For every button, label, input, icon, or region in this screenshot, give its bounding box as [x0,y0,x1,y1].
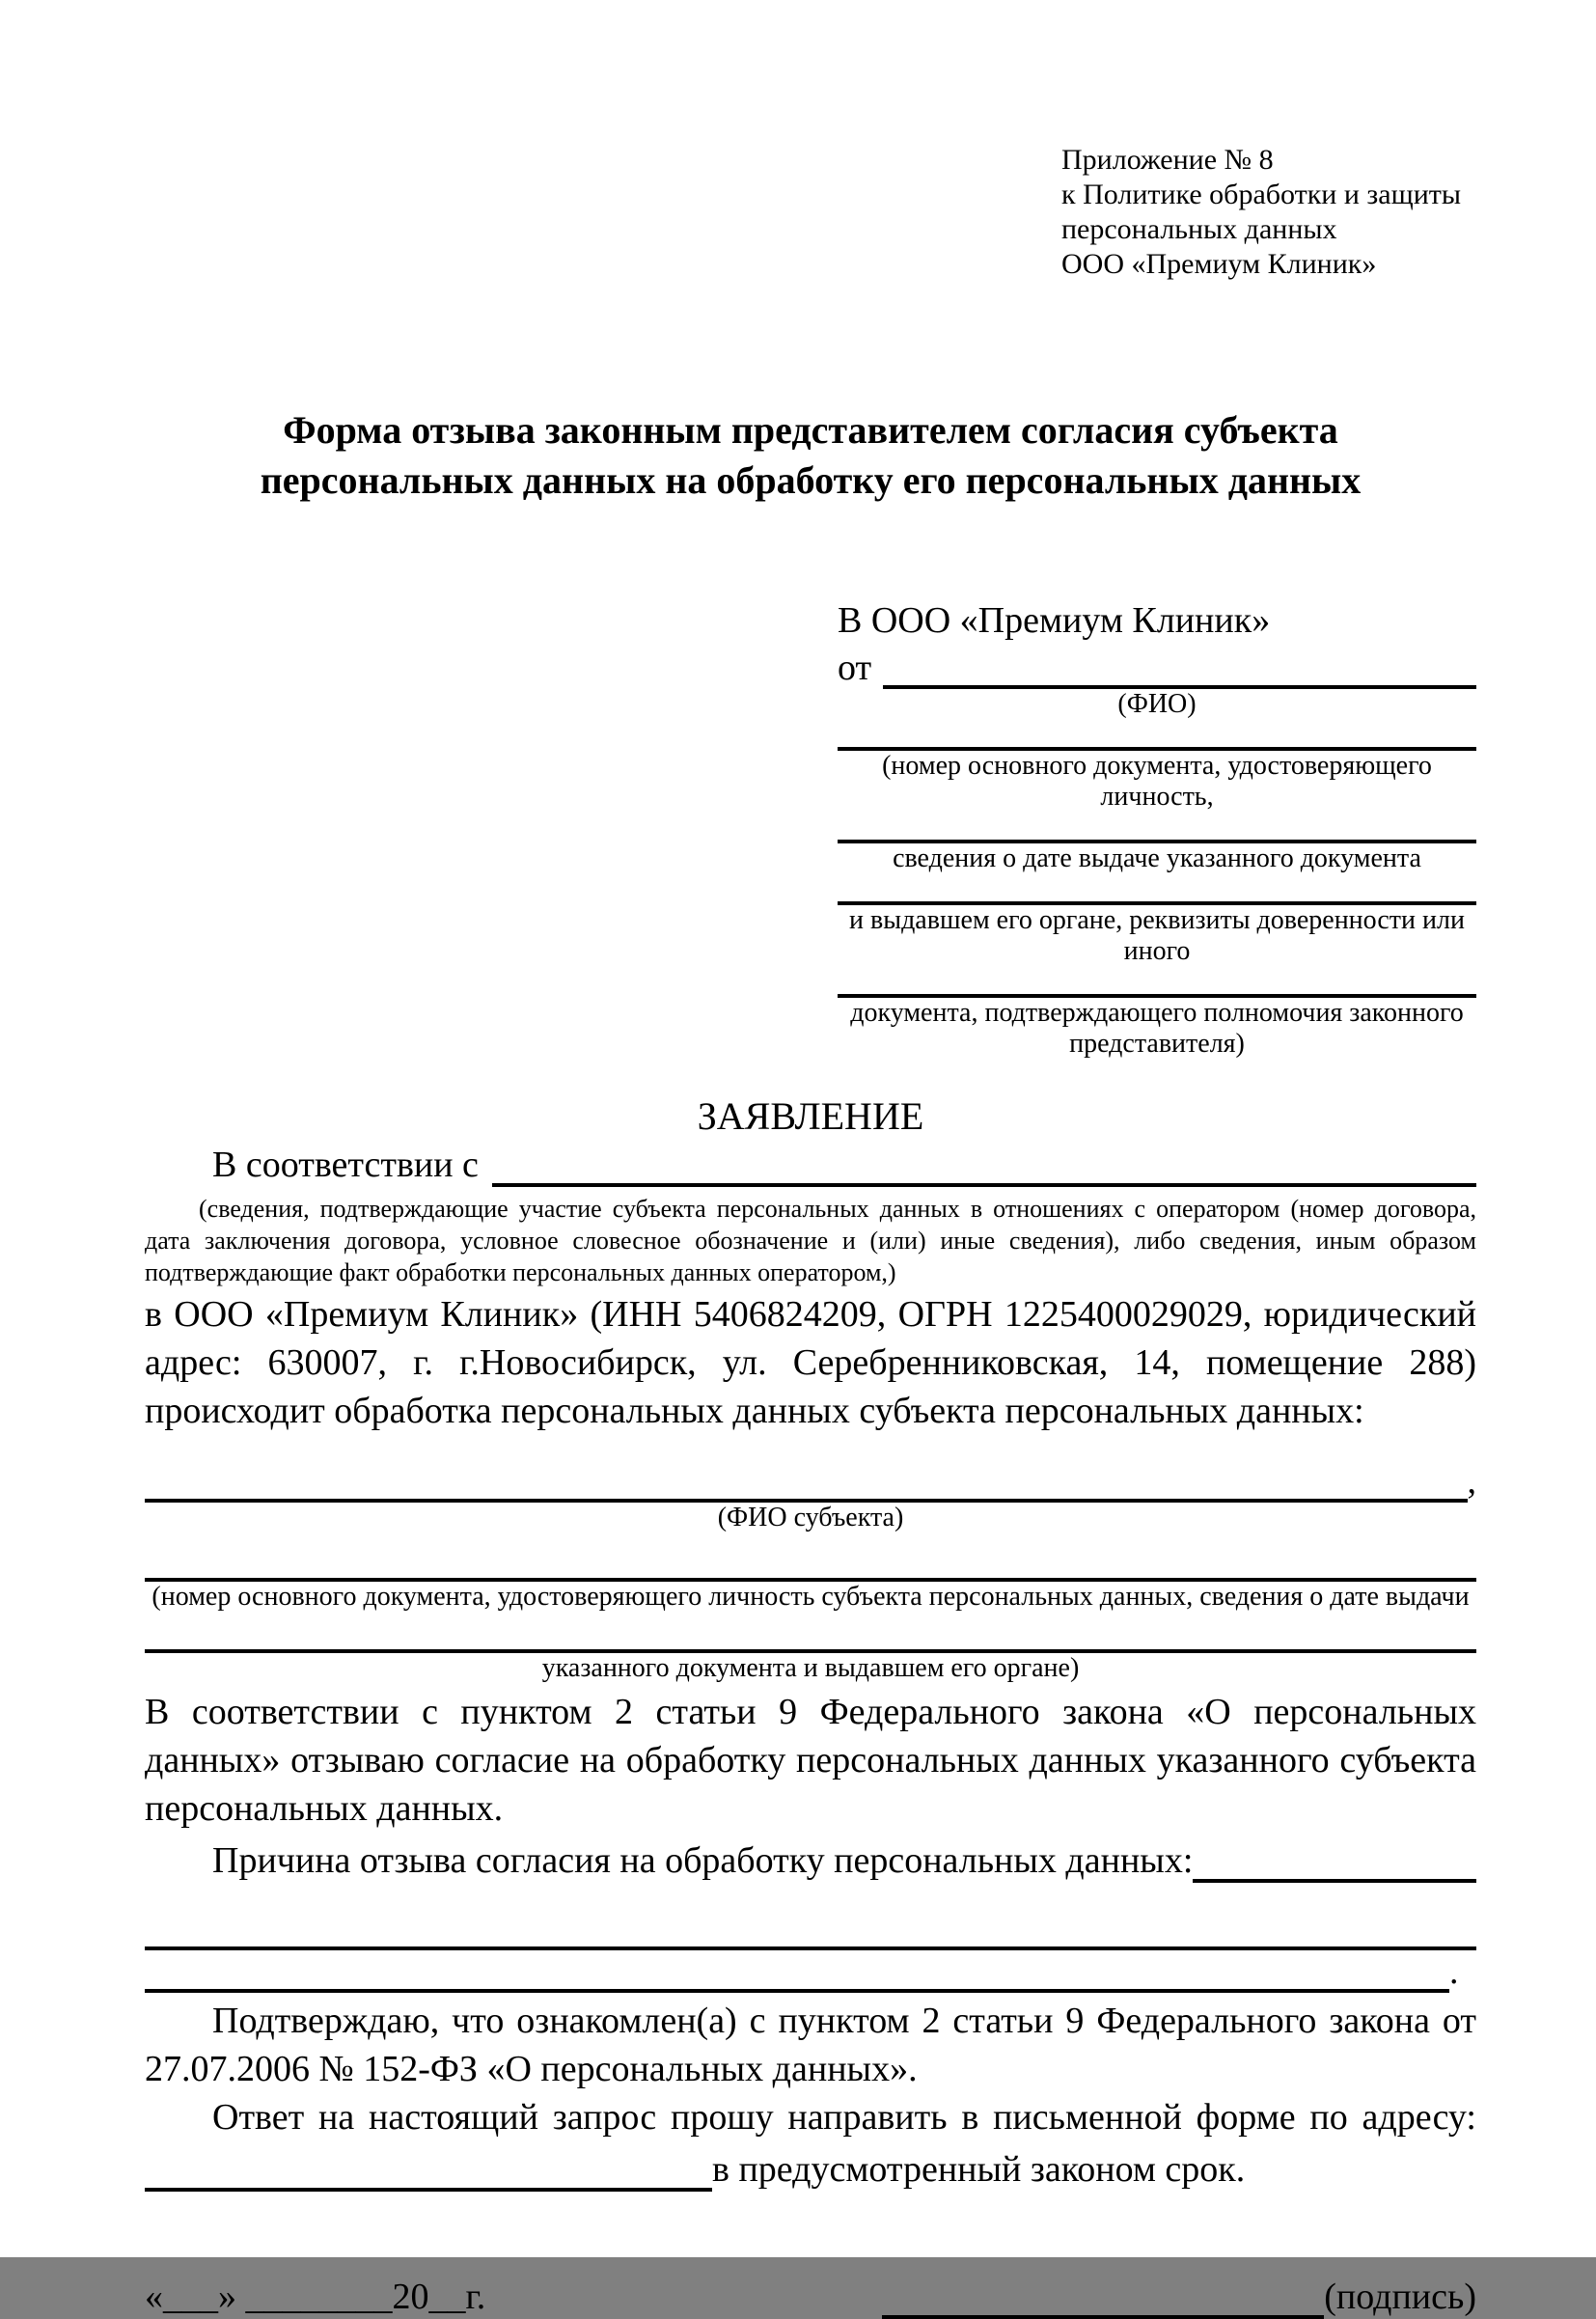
date-fill-in[interactable]: «___» ________20__г. [145,2277,486,2317]
page-title-line-2: персональных данных на обработку его персональных данных [260,458,1362,502]
trailing-period: . [1449,1951,1459,1992]
addressee-organization: В ООО «Премиум Клиник» [838,600,1271,641]
subject-document-caption-2: указанного документа и выдавшем его органе) [541,1653,1080,1683]
appendix-note [1061,143,1476,282]
subject-fio-trailing-comma: , [1467,1461,1476,1502]
confirm-paragraph: Подтверждаю, что ознакомлен(а) с пунктом 2 статьи 9 Федерального закона от 27.07.2006 № 152-ФЗ «О персональных данных». [145,2001,1476,2089]
from-label: от [838,648,872,688]
reason-label: Причина отзыва согласия на обработку персональных данных: [212,1840,1194,1881]
appendix-note-line: Приложение № 8 [1061,144,1274,176]
footer-row [145,2275,1476,2319]
withdraw-paragraph: В соответствии с пунктом 2 статьи 9 Федерального закона «О персональных данных» отзываю согласие на обработку персональных данных указанного субъекта персональных данных. [145,1692,1476,1829]
page-title [145,405,1476,506]
fio-caption: (ФИО) [1117,689,1197,719]
reply-address-row [145,2141,1476,2192]
reason-fill-in-line-2[interactable] [145,1946,1476,1950]
subject-fio-row [145,1460,1476,1503]
from-row [838,643,1476,689]
intro-row [145,1139,1476,1187]
reason-row [145,1833,1476,1883]
field-caption: (номер основного документа, удостоверяющего личность, [882,751,1432,812]
signature-fill-in-line[interactable] [882,2277,1324,2319]
field-caption: документа, подтверждающего полномочия законного представителя) [850,998,1464,1059]
field-caption: и выдавшем его органе, реквизиты доверенности или иного [849,905,1465,966]
reason-continuation-row [145,1945,1476,1950]
page-title-line-1: Форма отзыва законным представителем согласия субъекта [283,408,1338,452]
reply-paragraph: Ответ на настоящий запрос прошу направить в письменной форме по адресу: [212,2097,1476,2138]
statement-heading: ЗАЯВЛЕНИЕ [697,1094,924,1138]
intro-caption: (сведения, подтверждающие участие субъекта персональных данных в отношениях с оператором (номер договора, дата заключения договора, условное словесное обозначение и (или) иные сведения), либо сведения, иным образом подтверждающие факт обработки персональных данных оператором,) [145,1195,1476,1286]
reason-fill-in-line-3[interactable] [145,1989,1449,1993]
addressee-block [838,598,1476,1060]
operator-paragraph: в ООО «Премиум Клиник» (ИНН 5406824209, ОГРН 1225400029029, юридический адрес: 630007, г. г.Новосибирск, ул. Серебренниковская, 14, помещение 288) происходит обработка персональных данных субъекта персональных данных: [145,1294,1476,1431]
signature-caption: (подпись) [1324,2277,1476,2317]
reason-fill-in-line[interactable] [1193,1879,1476,1883]
reply-address-fill-in-line[interactable] [145,2188,712,2192]
subject-document-caption-1: (номер основного документа, удостоверяющего личность субъекта персональных данных, сведения о дате выдачи [151,1582,1470,1612]
reply-suffix: в предусмотренный законом срок. [712,2149,1246,2190]
appendix-note-line: к Политике обработки и защиты [1061,179,1462,210]
appendix-note-line: персональных данных [1061,213,1337,245]
subject-fio-caption: (ФИО субъекта) [717,1503,904,1532]
field-caption: сведения о дате выдаче указанного документа [893,843,1421,873]
contract-details-fill-in-line[interactable] [492,1183,1476,1187]
reason-continuation-row-2 [145,1951,1476,1993]
intro-prefix: В соответствии с [212,1145,479,1185]
appendix-note-line: ООО «Премиум Клиник» [1061,248,1377,280]
page-content [145,0,1476,2319]
signature-group [882,2275,1476,2319]
